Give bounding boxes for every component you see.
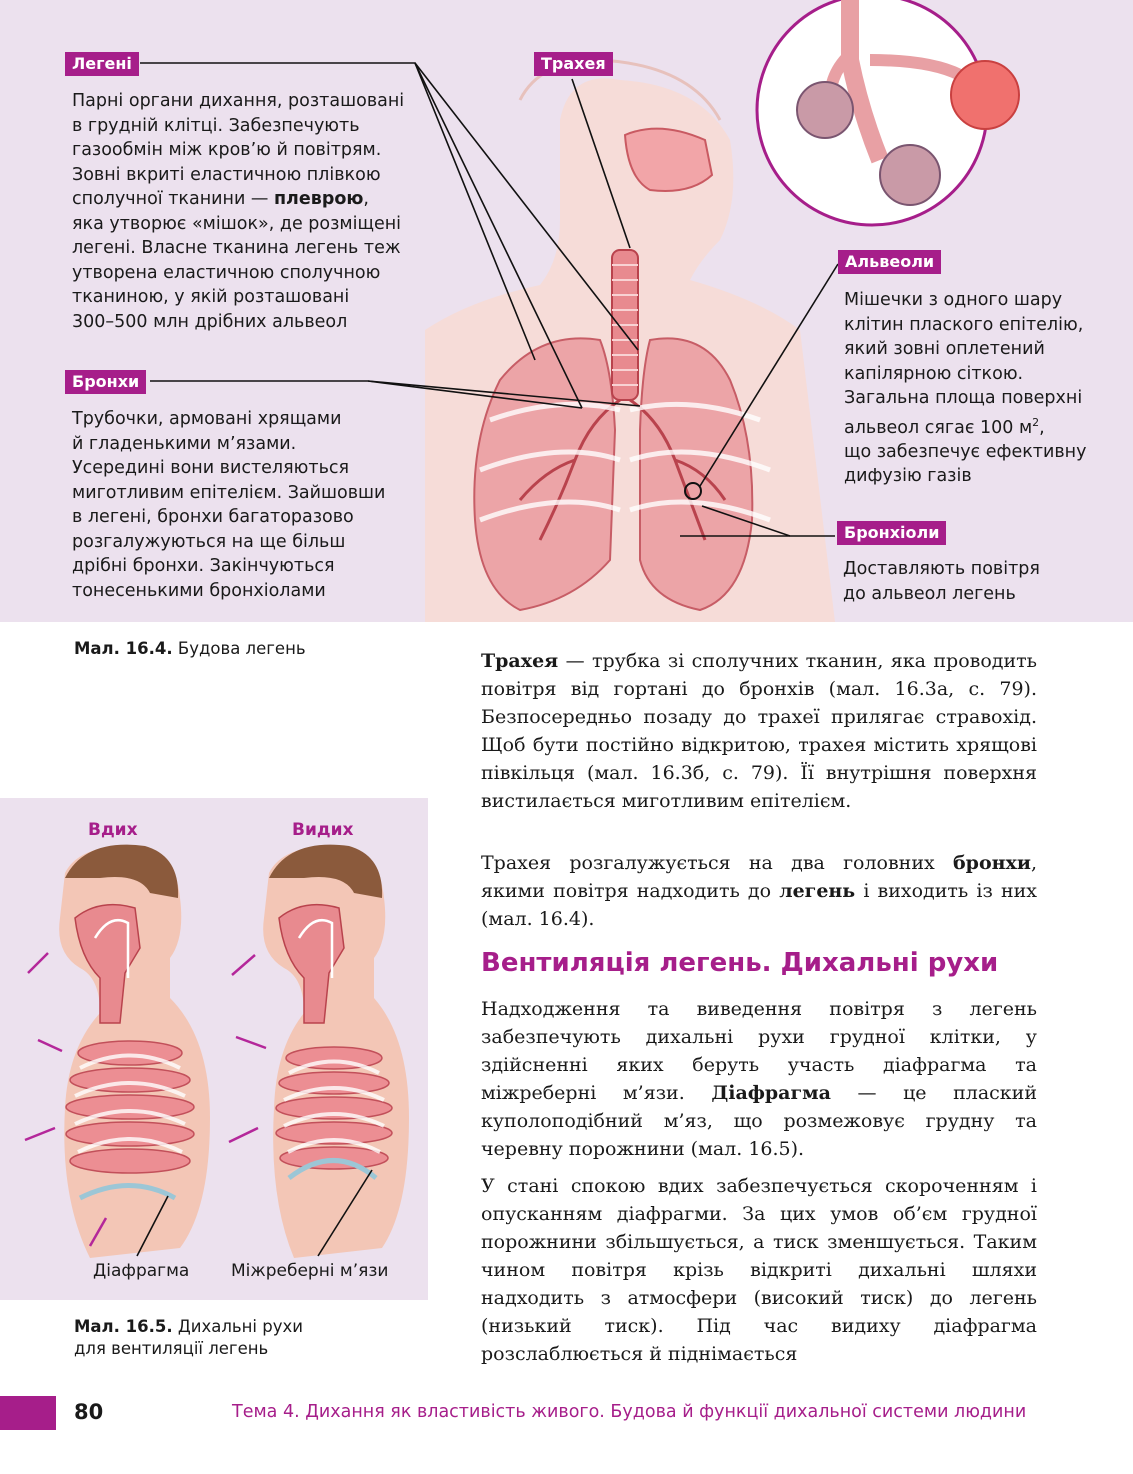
bronchi-tag: Бронхи — [65, 370, 146, 394]
intercostal-muscles-label: Міжреберні м’язи — [231, 1261, 389, 1281]
pleura-term: плеврою — [273, 189, 364, 209]
page-number: 80 — [74, 1400, 104, 1424]
figure-16-4-panel — [0, 0, 1133, 622]
alveoli-description: Мішечки з одного шару клітин плаского епітелію, який зовні оплетений капілярною сіткою. Загальна площа поверхні альвеол сягає 100 $м^2$, що забезпечує ефективну дифузію газів — [844, 290, 1087, 487]
bronchioles-tag: Бронхіоли — [837, 521, 946, 545]
diaphragm-label: Діафрагма — [93, 1261, 190, 1281]
lungs-description: Парні органи дихання, розташовані в грудній клітці. Забезпечують газообмін між кров’ю й повітрям. Зовні вкриті еластичною плівкою сполучної тканини — плеврою, яка утворює «мішок», де розміщені легені. Власне тканина легень теж утворена еластичною сполучною тканиною, у якій розташовані 300–500 млн дрібних альвеол — [72, 91, 405, 332]
section-heading: Вентиляція легень. Дихальні рухи — [481, 948, 999, 978]
footer-accent-bar — [0, 1396, 56, 1430]
running-footer-topic: Тема 4. Дихання як властивість живого. Будова й функції дихальної системи людини — [232, 1402, 1027, 1422]
breathing-movements-illustration — [0, 838, 428, 1298]
inhale-label: Вдих — [88, 820, 138, 840]
alveoli-tag: Альвеоли — [838, 250, 941, 274]
figure-16-5-panel — [0, 798, 428, 1300]
paragraph-inhale: У стані спокою вдих забезпечується скороченням і опусканням діафрагми. За цих умов об’єм грудної порожнини збільшується, а тиск зменшується. Таким чином повітря крізь відкриті дихальні шляхи надходить з атмосфери (високий тиск) до легень (низький тиск). Під час видиху діафрагма розслаблюється й піднімається — [481, 1175, 1037, 1365]
bronchi-description: Трубочки, армовані хрящами й гладенькими м’язами. Усередині вони вистеляються миготливим епітелієм. Зайшовши в легені, бронхи багаторазово розгалужуються на ще більш дрібні бронхи. Закінчуються тонесенькими бронхіолами — [72, 409, 386, 601]
figure-16-4-caption: Мал. 16.4. Будова легень — [74, 639, 306, 658]
bronchioles-description: Доставляють повітря до альвеол легень — [843, 559, 1040, 604]
exhale-label: Видих — [292, 820, 354, 840]
figure-16-5-caption: Мал. 16.5. Дихальні рухи для вентиляції легень — [74, 1317, 303, 1358]
paragraph-ventilation: Надходження та виведення повітря з легень забезпечують дихальні рухи грудної клітки, у здійсненні яких беруть участь діафрагма та міжреберні м’язи. Діафрагма — це плаский куполоподібний м’яз, що розмежовує грудну та черевну порожнини (мал. 16.5). — [481, 998, 1037, 1160]
trachea-tag: Трахея — [534, 52, 613, 76]
paragraph-bronchi: Трахея розгалужується на два головних бронхи, якими повітря надходить до легень і виходить із них (мал. 16.4). — [481, 852, 1037, 930]
lungs-tag: Легені — [65, 52, 139, 76]
paragraph-trachea: Трахея — трубка зі сполучних тканин, яка проводить повітря від гортані до бронхів (мал. 16.3а, с. 79). Безпосередньо позаду до трахеї прилягає стравохід. Щоб бути постійно відкритою, трахея містить хрящові півкільця (мал. 16.3б, с. 79). Її внутрішня поверхня вистилається миготливим епітелієм. — [481, 650, 1037, 812]
